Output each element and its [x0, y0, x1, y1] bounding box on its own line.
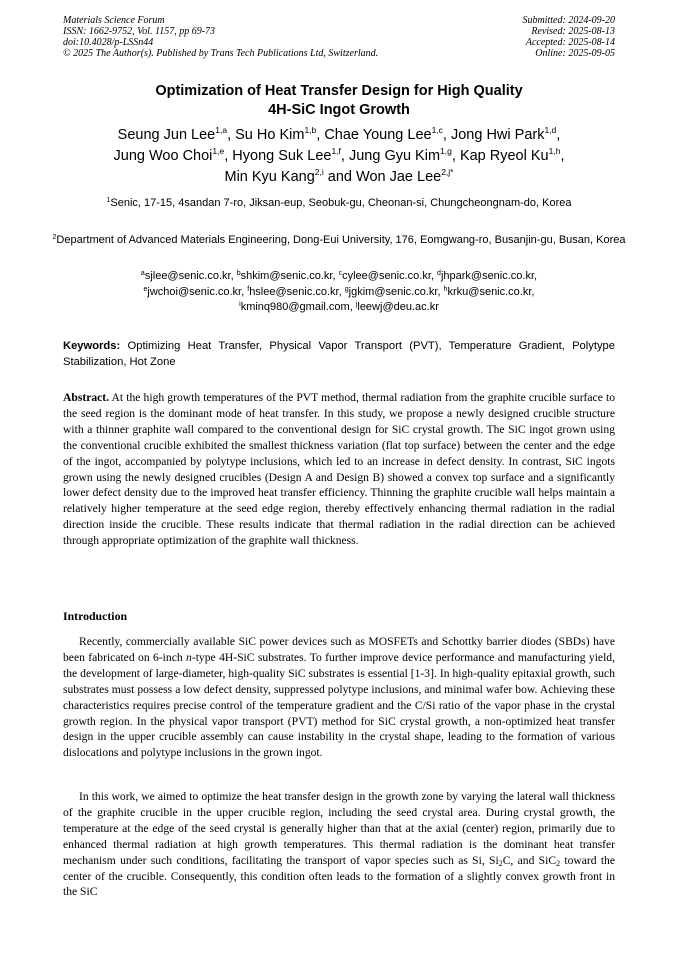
email-address[interactable]: krku@senic.co.kr [447, 285, 532, 298]
author-name: Hyong Suk Lee [232, 148, 332, 164]
author-name: Chae Young Lee [324, 127, 432, 143]
author-sup: 1,f [331, 146, 341, 156]
affiliation-sup: 2 [52, 234, 57, 241]
author-name: Min Kyu Kang [224, 169, 315, 185]
author-sup: 1,h [548, 146, 561, 156]
author-sup: 2,j* [441, 167, 454, 177]
subscript: 2 [556, 858, 561, 868]
paper-title [40, 82, 638, 120]
email-address[interactable]: jhpark@senic.co.kr [440, 270, 535, 282]
abstract [63, 390, 615, 549]
email-address[interactable]: jgkim@senic.co.kr [348, 285, 438, 298]
author-list: Seung Jun Lee$^{1,a}$, Su Ho Kim$^{1,b}$, Chae Young Lee$^{1,c}$, Jong Hwi Park$^{1,d}$, Jung Woo Choi$^{1,e}$, Hyong Suk Lee$^{1,f}$, Jung Gyu Kim$^{1,g}$, Kap Ryeol Ku$^{1,h}$, Min Kyu Kang$^{2,i}$ and Won Jae Lee$^{2,j*}$ [113, 125, 565, 185]
author-name: Won Jae Lee [356, 169, 442, 185]
email-address[interactable]: leewj@deu.ac.kr [357, 301, 439, 313]
author-sup: 2,i [314, 167, 324, 177]
section-heading-introduction: Introduction [63, 609, 128, 623]
journal-copyright: © 2025 The Author(s). Published by Trans Tech Publications Ltd, Switzerland. [63, 48, 379, 59]
keywords-text: Optimizing Heat Transfer, Physical Vapor Transport (PVT), Temperature Gradient, Polytype Stabilization, Hot Zone [63, 340, 616, 368]
journal-doi[interactable]: doi:10.4028/p-LSSn44 [63, 37, 154, 48]
email-address[interactable]: cylee@senic.co.kr [342, 270, 431, 282]
affiliation-sup: 1 [106, 197, 111, 204]
affiliation-1 [40, 196, 638, 211]
author-name: Jung Woo Choi [113, 148, 213, 164]
date-online: Online: 2025-09-05 [535, 48, 615, 59]
date-accepted: Accepted: 2025-08-14 [525, 37, 615, 48]
intro-paragraph-1 [63, 634, 615, 761]
author-name: Su Ho Kim [235, 127, 305, 143]
intro-paragraph-2 [63, 789, 615, 900]
journal-header [63, 15, 615, 65]
email-sup: e [143, 285, 148, 293]
abstract-label: Abstract. [63, 391, 110, 404]
email-sup: b [236, 270, 241, 277]
author-sup: 1,c [431, 125, 443, 135]
email-sup: a [140, 270, 145, 277]
email-address[interactable]: shkim@senic.co.kr [240, 270, 333, 282]
email-address[interactable]: sjlee@senic.co.kr [144, 270, 231, 282]
email-address[interactable]: jwchoi@senic.co.kr [147, 285, 242, 298]
email-sup: g [344, 285, 349, 293]
journal-issn: ISSN: 1662-9752, Vol. 1157, pp 69-73 [63, 26, 216, 37]
email-address[interactable]: hslee@senic.co.kr [249, 285, 339, 298]
author-sup: 1,g [440, 146, 452, 156]
author-name: Kap Ryeol Ku [459, 148, 549, 164]
keywords-label: Keywords: [63, 340, 121, 352]
author-name: Jung Gyu Kim [348, 148, 441, 164]
date-submitted: Submitted: 2024-09-20 [522, 15, 615, 26]
journal-name: Materials Science Forum [63, 15, 165, 26]
email-sup: h [443, 285, 448, 293]
author-conjunction: and [327, 169, 352, 185]
keywords [63, 338, 615, 370]
affiliation-2 [40, 233, 638, 248]
email-address[interactable]: kminq980@gmail.com [240, 301, 350, 313]
email-sup: j [355, 301, 358, 308]
email-sup: i [239, 301, 241, 308]
text-run: toward the center of the crucible. Consequently, this condition often leads to the formation of a slightly convex growth front in the SiC [63, 853, 616, 899]
italic-run: n [186, 650, 192, 664]
abstract-text: At the high growth temperatures of the PVT method, thermal radiation from the graphite crucible surface to the seed region is the dominant mode of heat transfer. In this study, we propose a newly designed crucible structure with a thinner graphite wall compared to the conventional design for SiC crystal growth. The SiC ingot grown using the conventional crucible exhibited the smallest thickness variation (flat top surface) between the center and the edge of the ingot, accompanied by polytype inclusions, which led to an increase in defect density. In contrast, SiC ingots grown using the newly designed crucibles (Design A and Design B) showed a convex top surface and a significantly lower defect density due to the improved heat transfer efficiency. Thinning the graphite crucible wall helps maintain a relatively higher temperature at the seed edge region, thereby effectively enhancing thermal radiation in the radial direction inside the crucible. These results indicate that thermal radiation in the radial direction can be achieved through appropriate optimization of the graphite wall thickness. [63, 391, 615, 548]
date-revised: Revised: 2025-08-13 [531, 26, 615, 37]
email-list: $^a$sjlee@senic.co.kr, $^b$shkim@senic.co.kr, $^c$cylee@senic.co.kr, $^d$jhpark@senic.co.kr, $^e$jwchoi@senic.co.kr, $^f$hslee@senic.co.kr, $^g$jgkim@senic.co.kr, $^h$krku@senic.co.kr, $^i$kminq980@gmail.com, $^j$leewj@deu.ac.kr [140, 270, 538, 313]
author-sup: 1,a [215, 125, 228, 135]
email-sup: f [247, 285, 250, 293]
journal-dates [523, 15, 616, 59]
author-sup: 1,d [544, 125, 557, 135]
affiliation-text: Department of Advanced Materials Engineering, Dong-Eui University, 176, Eomgwang-ro, Busanjin-gu, Busan, Korea [56, 234, 626, 246]
author-sup: 1,e [212, 146, 225, 156]
author-name: Jong Hwi Park [450, 127, 545, 143]
text-run: In this work, we aimed to optimize the heat transfer design in the growth zone by varying the lateral wall thickness of the graphite crucible in the upper crucible region, including the seed crystal area. During crystal growth, the temperature at the edge of the seed crystal is generally higher than that at the axial (center) region, primarily due to enhanced thermal radiation at high growth temperatures. This thermal radiation is the dominant heat transfer mechanism under such conditions, facilitating the transport of vapor species such as Si, Si [63, 790, 615, 867]
subscript: 2 [498, 858, 503, 868]
text-run: Recently, commercially available SiC power devices such as MOSFETs and Schottky barrier diodes (SBDs) have been fabricated on 6-inch [63, 635, 615, 664]
affiliation-text: Senic, 17-15, 4sandan 7-ro, Jiksan-eup, Seobuk-gu, Cheonan-si, Chungcheongnam-do, Korea [110, 197, 572, 209]
email-sup: d [437, 270, 441, 277]
text-run: -type 4H-SiC substrates. To further improve device performance and manufacturing yield, the development of large-diameter, high-quality SiC substrates is essential [1-3]. In high-quality epitaxial growth, such substrates must possess a low defect density, suppressed polytype inclusions, and minimal wafer bow. Achieving these characteristics requires precise control of the temperature gradient and the C/Si ratio of the vapor phase in the crystal growth region. In the physical vapor transport (PVT) method for SiC crystal growth, a non-optimized heat transfer design in the upper crucible assembly can cause instability in the crystal shape, leading to the formation of various dislocations and polytype inclusions in the grown ingot. [63, 650, 615, 760]
paper-title-line-2: 4H-SiC Ingot Growth [268, 102, 410, 118]
author-sup: 1,b [304, 125, 317, 135]
journal-info [63, 15, 378, 59]
author-name: Seung Jun Lee [117, 127, 216, 143]
paper-title-line-1: Optimization of Heat Transfer Design for High Quality [155, 83, 523, 99]
text-run: C, and SiC [502, 853, 557, 867]
email-sup: c [338, 270, 343, 277]
